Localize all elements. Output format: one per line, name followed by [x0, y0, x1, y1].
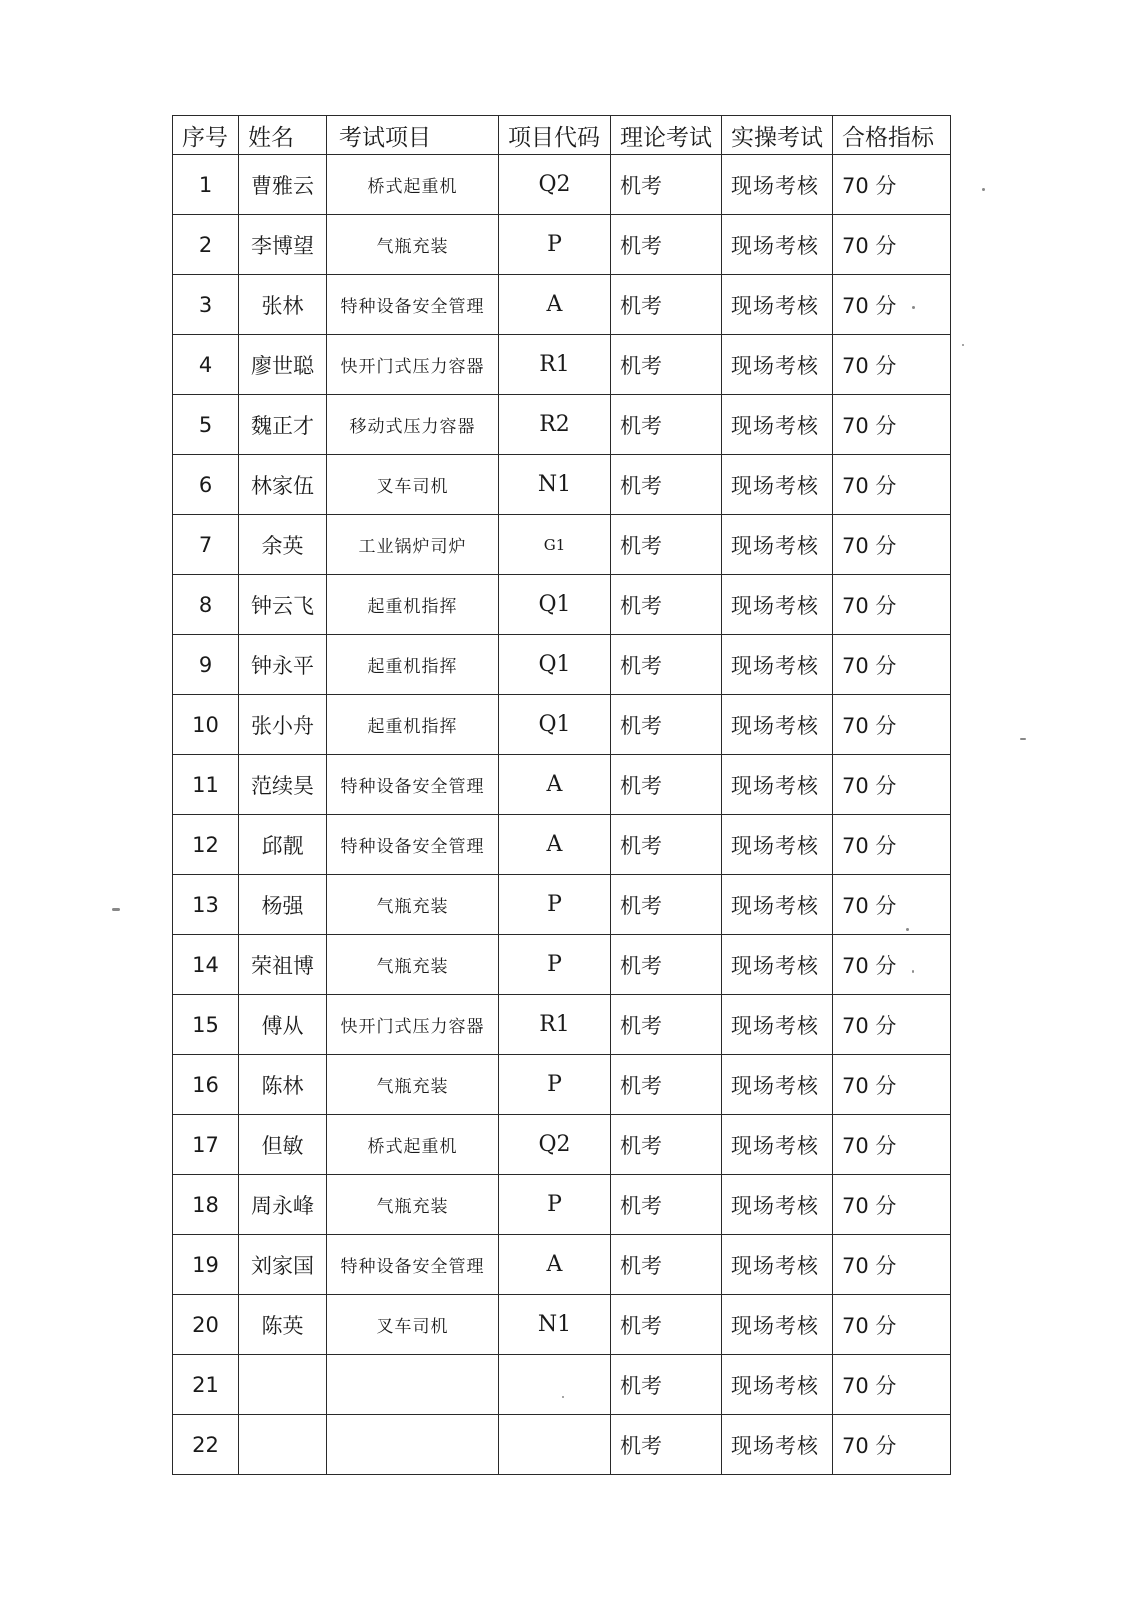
cell-name: 魏正才 — [239, 395, 327, 455]
cell-name: 周永峰 — [239, 1175, 327, 1235]
cell-name: 钟永平 — [239, 635, 327, 695]
cell-practical-exam: 现场考核 — [722, 155, 833, 215]
scan-speck — [906, 928, 909, 931]
cell-theory-exam: 机考 — [611, 455, 722, 515]
scan-speck — [912, 306, 915, 309]
header-no: 序号 — [173, 116, 239, 155]
cell-exam-item: 特种设备安全管理 — [327, 815, 499, 875]
header-name: 姓名 — [239, 116, 327, 155]
cell-practical-exam: 现场考核 — [722, 515, 833, 575]
cell-item-code: Q2 — [499, 155, 611, 215]
cell-item-code: G1 — [499, 515, 611, 575]
cell-practical-exam: 现场考核 — [722, 875, 833, 935]
cell-practical-exam: 现场考核 — [722, 455, 833, 515]
cell-exam-item: 桥式起重机 — [327, 1115, 499, 1175]
table-row — [173, 815, 951, 875]
table-header-row — [173, 116, 951, 155]
cell-practical-exam: 现场考核 — [722, 1235, 833, 1295]
cell-exam-item: 快开门式压力容器 — [327, 995, 499, 1055]
cell-exam-item: 桥式起重机 — [327, 155, 499, 215]
table-row — [173, 1295, 951, 1355]
table-row — [173, 935, 951, 995]
cell-no: 17 — [173, 1115, 239, 1175]
cell-practical-exam: 现场考核 — [722, 935, 833, 995]
cell-no: 21 — [173, 1355, 239, 1415]
cell-no: 11 — [173, 755, 239, 815]
cell-practical-exam: 现场考核 — [722, 275, 833, 335]
cell-item-code: N1 — [499, 1295, 611, 1355]
cell-theory-exam: 机考 — [611, 1235, 722, 1295]
table-row — [173, 155, 951, 215]
cell-pass-mark: 70 分 — [833, 1055, 951, 1115]
cell-no: 12 — [173, 815, 239, 875]
scan-speck — [1020, 738, 1026, 740]
table-row — [173, 275, 951, 335]
cell-item-code: Q1 — [499, 695, 611, 755]
cell-theory-exam: 机考 — [611, 1055, 722, 1115]
cell-name — [239, 1415, 327, 1475]
cell-no: 19 — [173, 1235, 239, 1295]
cell-name: 荣祖博 — [239, 935, 327, 995]
cell-name: 钟云飞 — [239, 575, 327, 635]
cell-practical-exam: 现场考核 — [722, 335, 833, 395]
cell-exam-item: 叉车司机 — [327, 1295, 499, 1355]
cell-item-code — [499, 1355, 611, 1415]
header-code: 项目代码 — [499, 116, 611, 155]
table-row — [173, 515, 951, 575]
scan-speck — [912, 970, 914, 973]
cell-no: 5 — [173, 395, 239, 455]
cell-name: 傅从 — [239, 995, 327, 1055]
cell-pass-mark: 70 分 — [833, 1355, 951, 1415]
cell-no: 8 — [173, 575, 239, 635]
table-row — [173, 575, 951, 635]
cell-name — [239, 1355, 327, 1415]
cell-pass-mark: 70 分 — [833, 155, 951, 215]
cell-pass-mark: 70 分 — [833, 1175, 951, 1235]
table-row — [173, 635, 951, 695]
cell-exam-item: 起重机指挥 — [327, 635, 499, 695]
cell-no: 10 — [173, 695, 239, 755]
cell-pass-mark: 70 分 — [833, 1115, 951, 1175]
cell-theory-exam: 机考 — [611, 1295, 722, 1355]
cell-theory-exam: 机考 — [611, 815, 722, 875]
cell-exam-item: 起重机指挥 — [327, 575, 499, 635]
cell-item-code: Q1 — [499, 635, 611, 695]
cell-practical-exam: 现场考核 — [722, 635, 833, 695]
cell-no: 3 — [173, 275, 239, 335]
cell-name: 杨强 — [239, 875, 327, 935]
cell-no: 7 — [173, 515, 239, 575]
scan-speck — [982, 188, 985, 191]
cell-item-code: R2 — [499, 395, 611, 455]
cell-theory-exam: 机考 — [611, 755, 722, 815]
cell-pass-mark: 70 分 — [833, 1415, 951, 1475]
header-theory: 理论考试 — [611, 116, 722, 155]
cell-practical-exam: 现场考核 — [722, 1055, 833, 1115]
cell-theory-exam: 机考 — [611, 335, 722, 395]
cell-pass-mark: 70 分 — [833, 515, 951, 575]
cell-pass-mark: 70 分 — [833, 395, 951, 455]
cell-practical-exam: 现场考核 — [722, 1115, 833, 1175]
table-row — [173, 1235, 951, 1295]
cell-item-code: A — [499, 275, 611, 335]
cell-no: 18 — [173, 1175, 239, 1235]
cell-no: 4 — [173, 335, 239, 395]
cell-practical-exam: 现场考核 — [722, 575, 833, 635]
cell-pass-mark: 70 分 — [833, 215, 951, 275]
cell-pass-mark: 70 分 — [833, 815, 951, 875]
cell-exam-item: 移动式压力容器 — [327, 395, 499, 455]
cell-practical-exam: 现场考核 — [722, 395, 833, 455]
cell-name: 余英 — [239, 515, 327, 575]
cell-item-code: A — [499, 815, 611, 875]
cell-no: 14 — [173, 935, 239, 995]
cell-name: 张小舟 — [239, 695, 327, 755]
cell-item-code — [499, 1415, 611, 1475]
header-pass: 合格指标 — [833, 116, 951, 155]
cell-exam-item — [327, 1415, 499, 1475]
cell-practical-exam: 现场考核 — [722, 1175, 833, 1235]
table-row — [173, 455, 951, 515]
cell-pass-mark: 70 分 — [833, 1235, 951, 1295]
cell-practical-exam: 现场考核 — [722, 215, 833, 275]
cell-name: 李博望 — [239, 215, 327, 275]
cell-pass-mark: 70 分 — [833, 1295, 951, 1355]
cell-theory-exam: 机考 — [611, 155, 722, 215]
cell-pass-mark: 70 分 — [833, 275, 951, 335]
cell-pass-mark: 70 分 — [833, 995, 951, 1055]
cell-name: 邱靓 — [239, 815, 327, 875]
cell-pass-mark: 70 分 — [833, 335, 951, 395]
cell-item-code: P — [499, 875, 611, 935]
cell-exam-item: 气瓶充装 — [327, 1175, 499, 1235]
cell-theory-exam: 机考 — [611, 695, 722, 755]
cell-exam-item: 特种设备安全管理 — [327, 755, 499, 815]
cell-item-code: Q1 — [499, 575, 611, 635]
cell-no: 6 — [173, 455, 239, 515]
cell-practical-exam: 现场考核 — [722, 755, 833, 815]
cell-name: 陈英 — [239, 1295, 327, 1355]
scan-speck — [962, 344, 964, 346]
cell-pass-mark: 70 分 — [833, 875, 951, 935]
cell-pass-mark: 70 分 — [833, 755, 951, 815]
cell-name: 陈林 — [239, 1055, 327, 1115]
cell-theory-exam: 机考 — [611, 275, 722, 335]
cell-name: 曹雅云 — [239, 155, 327, 215]
cell-item-code: A — [499, 1235, 611, 1295]
cell-exam-item — [327, 1355, 499, 1415]
cell-exam-item: 特种设备安全管理 — [327, 275, 499, 335]
table-row — [173, 875, 951, 935]
table-row — [173, 1355, 951, 1415]
table-row — [173, 695, 951, 755]
cell-practical-exam: 现场考核 — [722, 1295, 833, 1355]
table-row — [173, 1055, 951, 1115]
cell-exam-item: 气瓶充装 — [327, 875, 499, 935]
cell-theory-exam: 机考 — [611, 875, 722, 935]
cell-pass-mark: 70 分 — [833, 575, 951, 635]
table-row — [173, 1175, 951, 1235]
cell-item-code: N1 — [499, 455, 611, 515]
cell-theory-exam: 机考 — [611, 635, 722, 695]
cell-name: 林家伍 — [239, 455, 327, 515]
cell-item-code: Q2 — [499, 1115, 611, 1175]
cell-name: 刘家国 — [239, 1235, 327, 1295]
scan-speck — [112, 908, 120, 911]
cell-exam-item: 叉车司机 — [327, 455, 499, 515]
cell-exam-item: 工业锅炉司炉 — [327, 515, 499, 575]
cell-practical-exam: 现场考核 — [722, 1355, 833, 1415]
cell-name: 廖世聪 — [239, 335, 327, 395]
cell-no: 1 — [173, 155, 239, 215]
cell-item-code: R1 — [499, 995, 611, 1055]
cell-item-code: R1 — [499, 335, 611, 395]
table-row — [173, 1115, 951, 1175]
cell-no: 22 — [173, 1415, 239, 1475]
cell-exam-item: 气瓶充装 — [327, 215, 499, 275]
scan-speck — [562, 1396, 564, 1398]
cell-practical-exam: 现场考核 — [722, 995, 833, 1055]
exam-roster-table — [172, 115, 951, 1475]
cell-theory-exam: 机考 — [611, 935, 722, 995]
cell-exam-item: 气瓶充装 — [327, 1055, 499, 1115]
cell-item-code: P — [499, 215, 611, 275]
table-row — [173, 995, 951, 1055]
header-practical: 实操考试 — [722, 116, 833, 155]
cell-theory-exam: 机考 — [611, 995, 722, 1055]
cell-theory-exam: 机考 — [611, 1175, 722, 1235]
cell-pass-mark: 70 分 — [833, 635, 951, 695]
cell-theory-exam: 机考 — [611, 1415, 722, 1475]
cell-item-code: A — [499, 755, 611, 815]
cell-theory-exam: 机考 — [611, 395, 722, 455]
table-row — [173, 395, 951, 455]
table-row — [173, 215, 951, 275]
cell-no: 13 — [173, 875, 239, 935]
cell-name: 张林 — [239, 275, 327, 335]
cell-name: 范续昊 — [239, 755, 327, 815]
cell-theory-exam: 机考 — [611, 575, 722, 635]
cell-pass-mark: 70 分 — [833, 935, 951, 995]
table-row — [173, 755, 951, 815]
cell-exam-item: 特种设备安全管理 — [327, 1235, 499, 1295]
table-body — [173, 155, 951, 1475]
cell-item-code: P — [499, 1055, 611, 1115]
cell-practical-exam: 现场考核 — [722, 815, 833, 875]
header-item: 考试项目 — [327, 116, 499, 155]
cell-no: 20 — [173, 1295, 239, 1355]
cell-item-code: P — [499, 935, 611, 995]
cell-theory-exam: 机考 — [611, 515, 722, 575]
cell-practical-exam: 现场考核 — [722, 1415, 833, 1475]
cell-no: 9 — [173, 635, 239, 695]
cell-pass-mark: 70 分 — [833, 455, 951, 515]
cell-item-code: P — [499, 1175, 611, 1235]
cell-practical-exam: 现场考核 — [722, 695, 833, 755]
cell-pass-mark: 70 分 — [833, 695, 951, 755]
cell-no: 15 — [173, 995, 239, 1055]
cell-theory-exam: 机考 — [611, 215, 722, 275]
cell-no: 16 — [173, 1055, 239, 1115]
cell-exam-item: 快开门式压力容器 — [327, 335, 499, 395]
cell-exam-item: 气瓶充装 — [327, 935, 499, 995]
cell-theory-exam: 机考 — [611, 1355, 722, 1415]
cell-theory-exam: 机考 — [611, 1115, 722, 1175]
table-row — [173, 1415, 951, 1475]
cell-name: 但敏 — [239, 1115, 327, 1175]
table-row — [173, 335, 951, 395]
cell-no: 2 — [173, 215, 239, 275]
cell-exam-item: 起重机指挥 — [327, 695, 499, 755]
